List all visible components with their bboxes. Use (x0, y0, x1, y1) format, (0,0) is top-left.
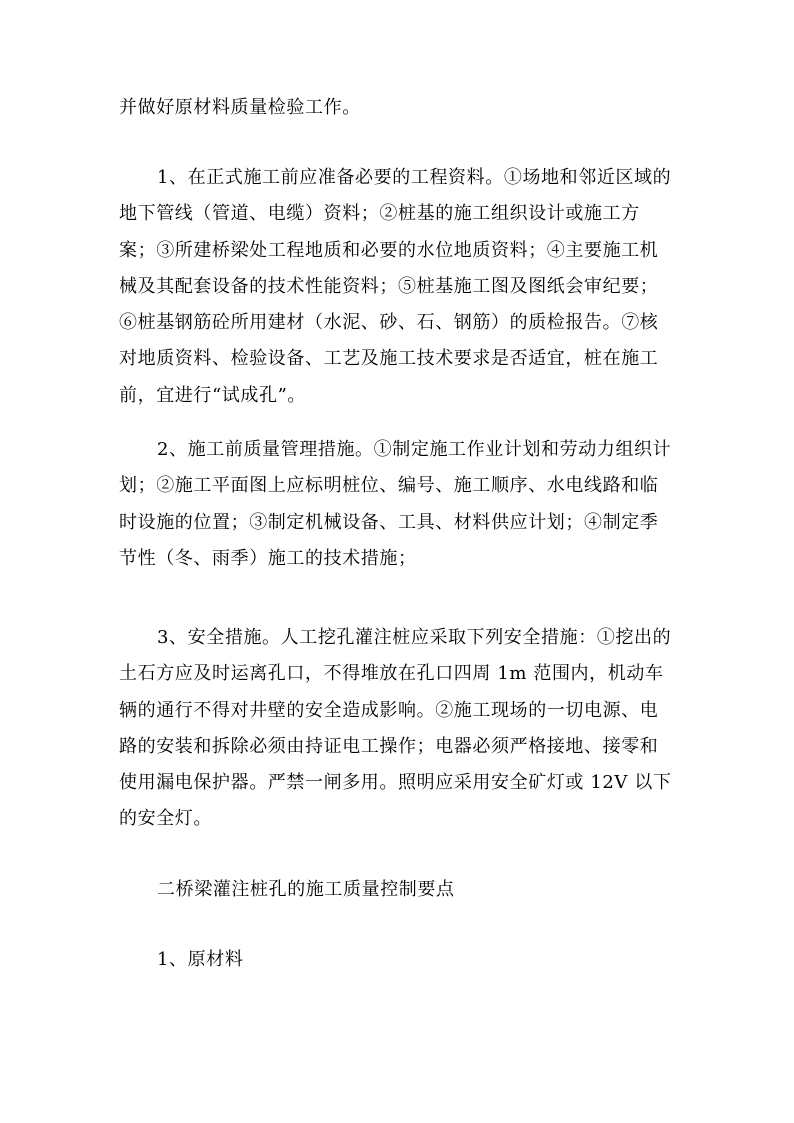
text-line: 对地质资料、检验设备、工艺及施工技术要求是否适宜，桩在施工 (119, 348, 659, 370)
paragraph-quality-measures (119, 432, 677, 577)
paragraph-continuation (119, 90, 677, 126)
text-line: 地下管线（管道、电缆）资料；②桩基的施工组织设计或施工方 (119, 203, 640, 225)
paragraph-engineering-materials (119, 160, 677, 414)
text-line: ⑥桩基钢筋砼所用建材（水泥、砂、石、钢筋）的质检报告。⑦核 (119, 312, 659, 334)
text-line: 节性（冬、雨季）施工的技术措施； (119, 547, 417, 569)
text-line: 前，宜进行“试成孔”。 (119, 384, 307, 406)
text-line: 3、安全措施。人工挖孔灌注桩应采取下列安全措施：①挖出的 (157, 627, 672, 648)
text-line: 辆的通行不得对井壁的安全造成影响。②施工现场的一切电源、电 (119, 699, 659, 721)
text-line: 的安全灯。 (119, 808, 212, 830)
subsection-heading (119, 942, 677, 978)
text-line: 划；②施工平面图上应标明桩位、编号、施工顺序、水电线路和临 (119, 475, 659, 497)
text-line: 土石方应及时运离孔口，不得堆放在孔口四周 1m 范围内，机动车 (119, 663, 664, 685)
text-line: 时设施的位置；③制定机械设备、工具、材料供应计划；④制定季 (119, 511, 659, 533)
text-line: 1、原材料 (157, 949, 244, 970)
paragraph-safety-measures (119, 620, 677, 838)
text-line: 1、在正式施工前应准备必要的工程资料。①场地和邻近区域的 (157, 167, 672, 188)
text-line: 并做好原材料质量检验工作。 (119, 97, 361, 118)
text-line: 械及其配套设备的技术性能资料；⑤桩基施工图及图纸会审纪要； (119, 275, 659, 297)
section-heading (119, 872, 677, 908)
text-line: 2、施工前质量管理措施。①制定施工作业计划和劳动力组织计 (157, 439, 672, 460)
text-line: 使用漏电保护器。严禁一闸多用。照明应采用安全矿灯或 12V 以下 (119, 772, 672, 794)
text-line: 路的安装和拆除必须由持证电工操作；电器必须严格接地、接零和 (119, 735, 659, 757)
text-line: 案；③所建桥梁处工程地质和必要的水位地质资料；④主要施工机 (119, 239, 659, 261)
text-line: 二桥梁灌注桩孔的施工质量控制要点 (157, 879, 455, 900)
